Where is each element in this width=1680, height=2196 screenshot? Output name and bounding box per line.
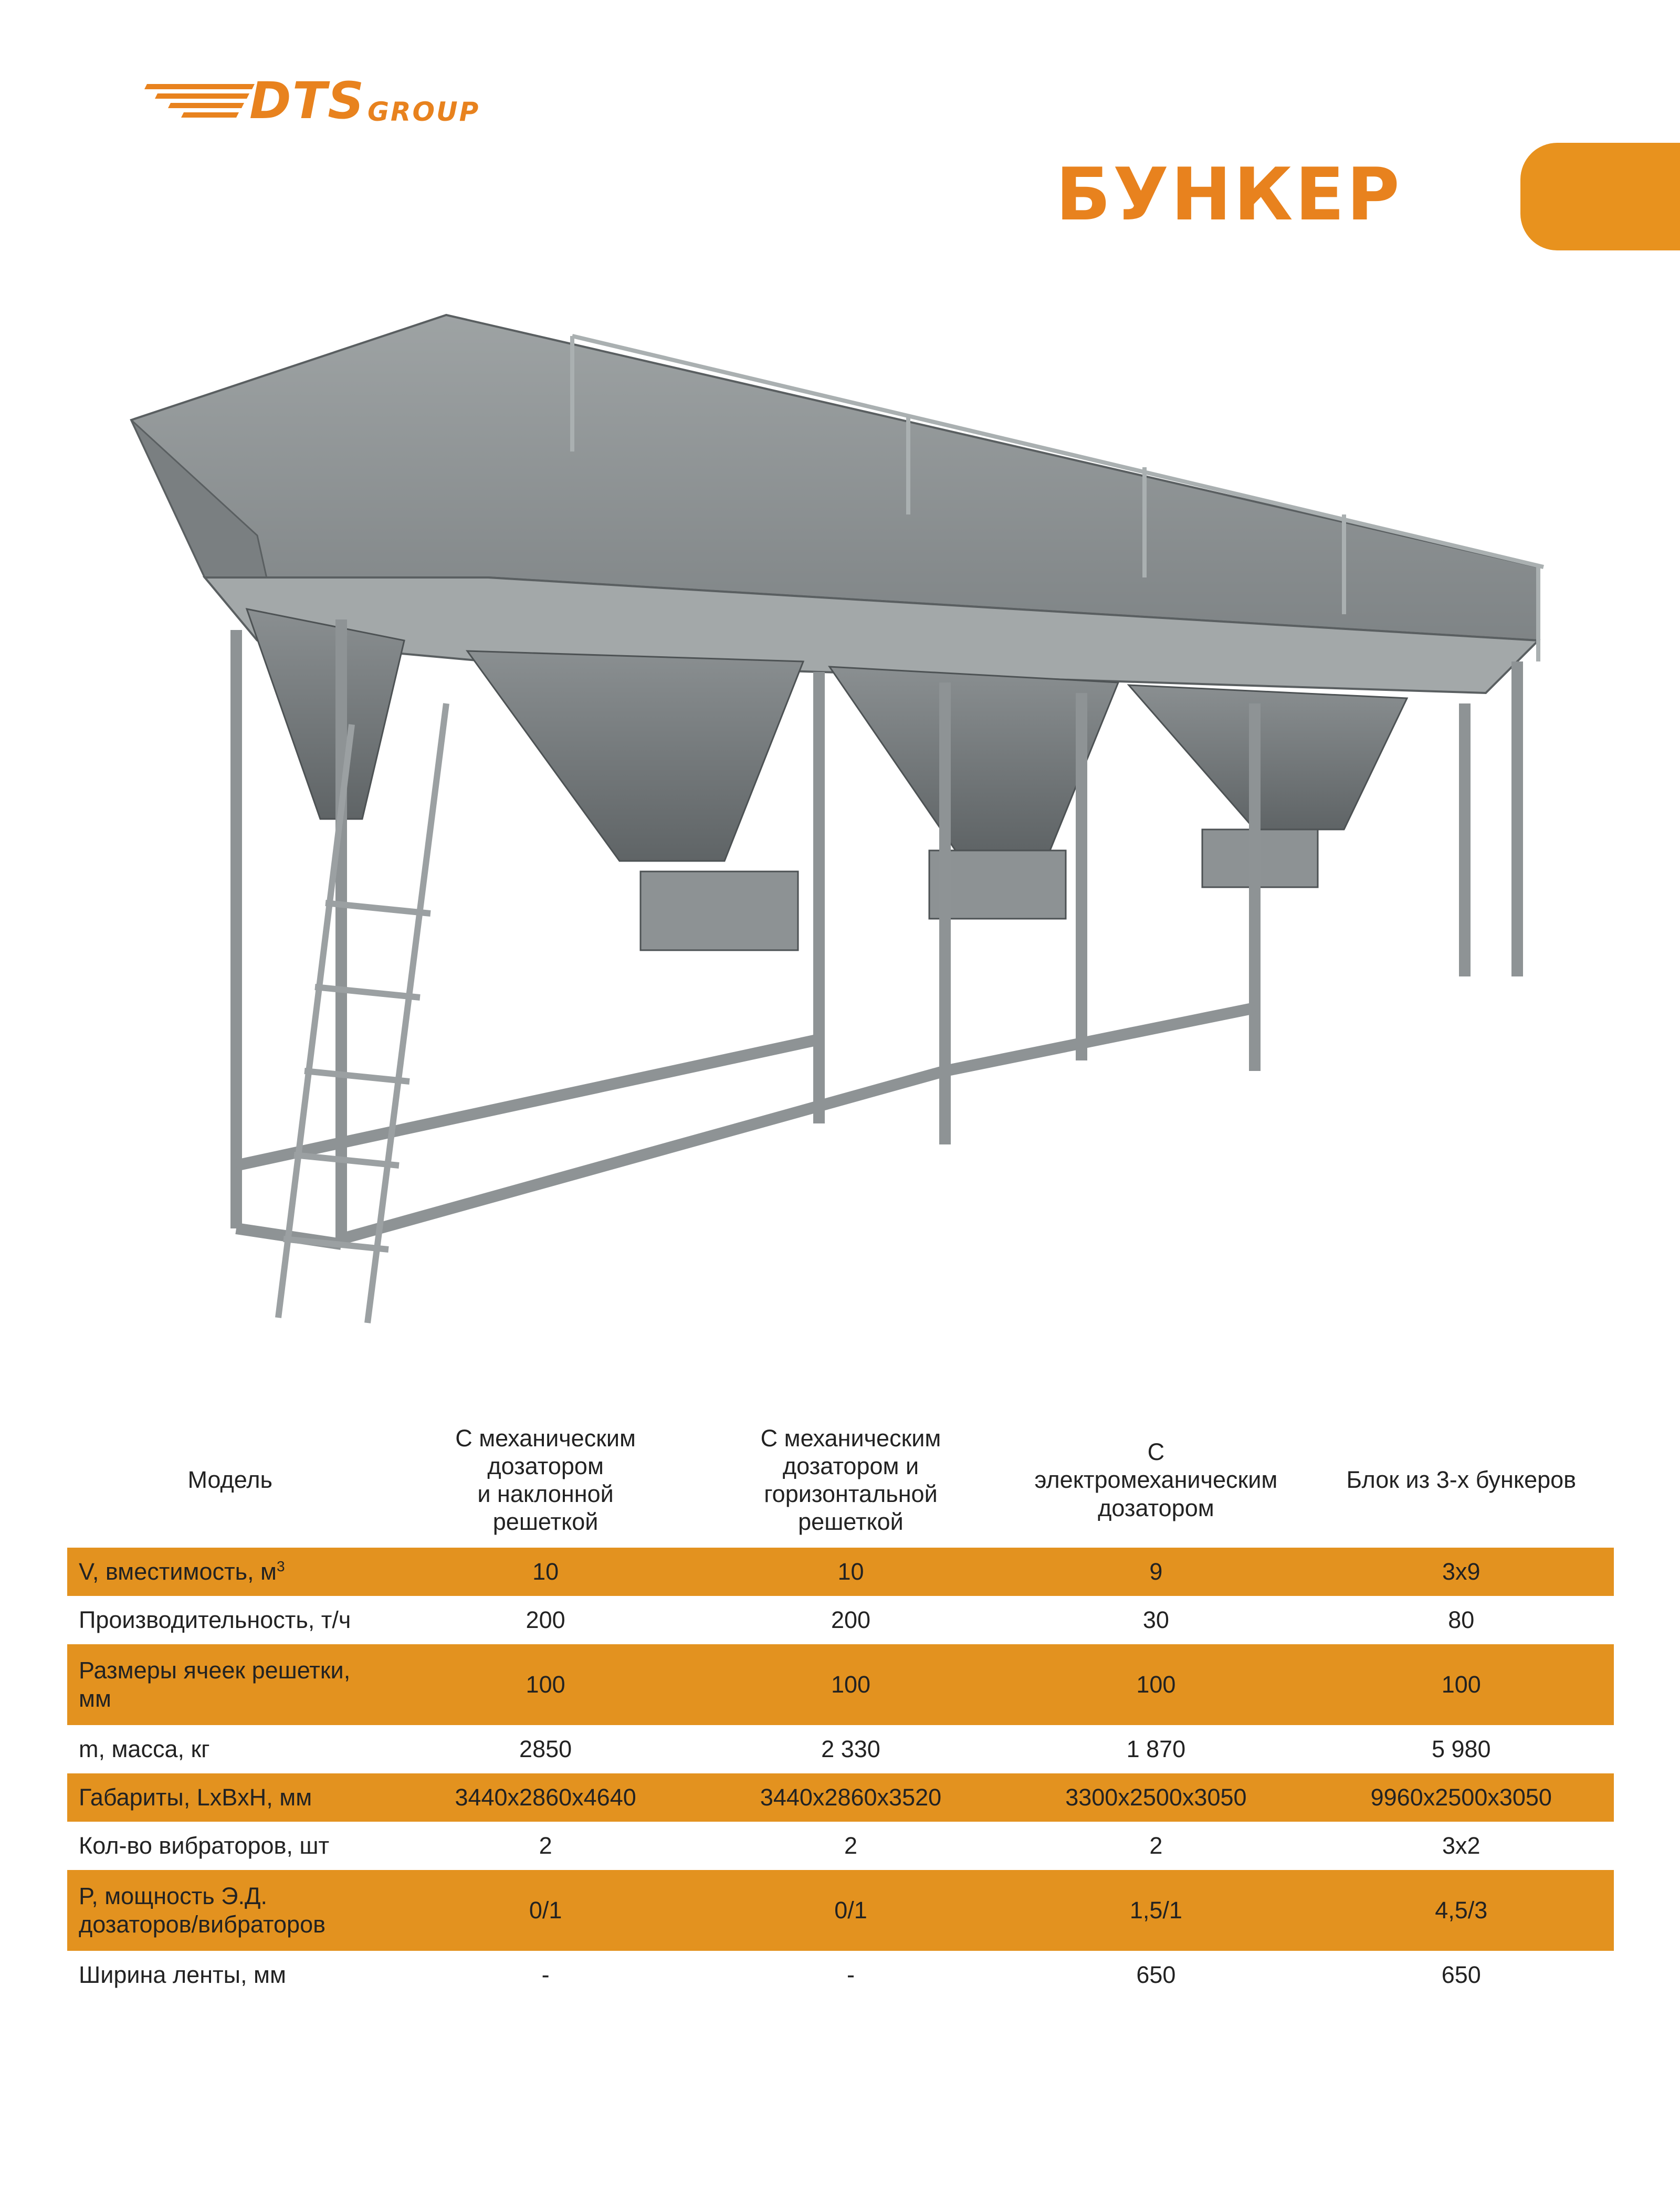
table-cell: 2 330	[821, 1736, 880, 1762]
row-label: Ширина ленты, мм	[79, 1961, 286, 1988]
logo-subtext: GROUP	[368, 97, 480, 127]
section-tab	[1520, 143, 1680, 250]
table-cell: 10	[393, 1548, 698, 1596]
company-logo	[142, 73, 478, 131]
table-row	[67, 1725, 1614, 1773]
table-cell: 10	[698, 1548, 1003, 1596]
table-cell: 200	[526, 1606, 565, 1633]
row-label: m, масса, кг	[79, 1736, 210, 1762]
header-col-2: С механическим дозатором и горизонтальной решеткой	[760, 1424, 941, 1536]
header-col-1: С механическим дозатором и наклонной решеткой	[455, 1424, 636, 1536]
table-cell: 0/1	[393, 1870, 698, 1951]
table-cell: 2850	[519, 1736, 572, 1762]
table-cell: 3300x2500x3050	[1003, 1773, 1308, 1822]
table-cell: 1 870	[1126, 1736, 1186, 1762]
table-cell: 2	[539, 1832, 552, 1859]
row-label: Производительность, т/ч	[79, 1606, 351, 1633]
table-cell: 650	[1441, 1961, 1481, 1988]
table-row	[67, 1822, 1614, 1870]
table-row	[67, 1644, 1614, 1725]
table-cell: -	[541, 1961, 550, 1988]
table-cell: 650	[1136, 1961, 1176, 1988]
hopper-photo	[121, 294, 1570, 1370]
table-cell: 80	[1448, 1606, 1475, 1633]
specs-table	[67, 1412, 1614, 1999]
table-cell: 3440x2860x4640	[393, 1773, 698, 1822]
table-cell: 1,5/1	[1003, 1870, 1308, 1951]
table-row	[67, 1951, 1614, 1999]
header-col-4: Блок из 3-х бункеров	[1346, 1466, 1577, 1494]
table-cell: 9960x2500x3050	[1309, 1773, 1614, 1822]
row-label: V, вместимость, $м^3$	[67, 1548, 393, 1596]
table-cell: 2	[1149, 1832, 1163, 1859]
row-label: Размеры ячеек решетки, мм	[67, 1644, 393, 1725]
table-cell: 30	[1142, 1606, 1169, 1633]
table-cell: 200	[831, 1606, 871, 1633]
table-cell: 3x2	[1442, 1832, 1480, 1859]
table-cell: 100	[393, 1644, 698, 1725]
table-cell: 100	[1003, 1644, 1308, 1725]
table-row	[67, 1548, 1614, 1596]
table-cell: 4,5/3	[1309, 1870, 1614, 1951]
table-cell: -	[846, 1961, 855, 1988]
table-row	[67, 1596, 1614, 1644]
table-cell: 3x9	[1309, 1548, 1614, 1596]
table-cell: 100	[698, 1644, 1003, 1725]
header-model: Модель	[187, 1466, 272, 1494]
table-cell: 5 980	[1431, 1736, 1491, 1762]
table-row	[67, 1870, 1614, 1951]
table-row	[67, 1773, 1614, 1822]
page-title: БУНКЕР	[1055, 152, 1402, 237]
header-col-3: С электромеханическим дозатором	[1034, 1438, 1278, 1521]
table-cell: 100	[1309, 1644, 1614, 1725]
speed-lines-icon	[142, 79, 262, 126]
table-header-row	[67, 1412, 1614, 1548]
table-cell: 2	[844, 1832, 857, 1859]
row-label: P, мощность Э.Д. дозаторов/вибраторов	[67, 1870, 393, 1951]
logo-text: DTS	[249, 71, 365, 130]
row-label: Габариты, LxBxH, мм	[67, 1773, 393, 1822]
table-cell: 3440x2860x3520	[698, 1773, 1003, 1822]
row-label: Кол-во вибраторов, шт	[79, 1832, 330, 1859]
table-cell: 0/1	[698, 1870, 1003, 1951]
table-cell: 9	[1003, 1548, 1308, 1596]
